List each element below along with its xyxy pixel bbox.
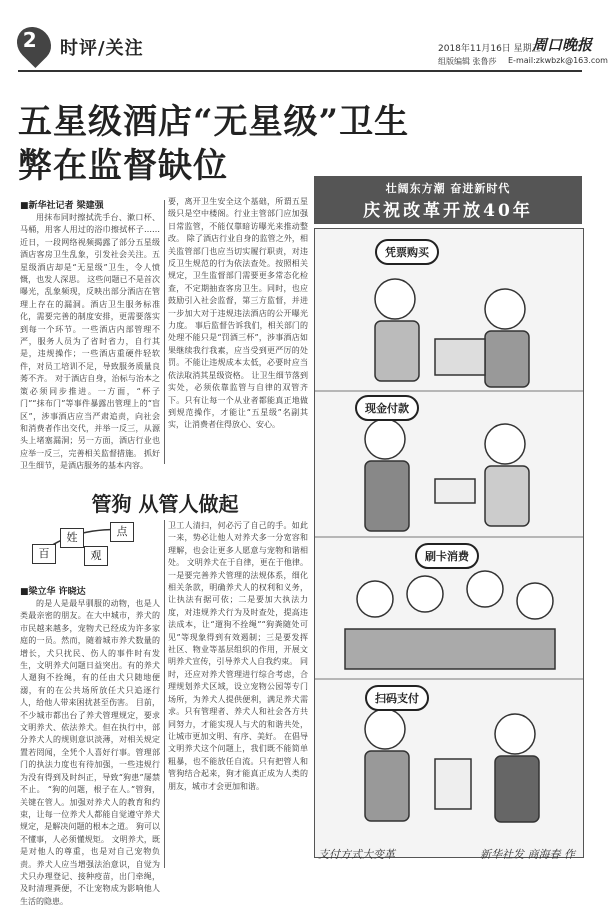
article1-byline: ■新华社记者 梁建强 [20, 201, 104, 211]
panel-4-sign: 扫码支付 [365, 685, 429, 711]
headline-line-2: 弊在监督缺位 [18, 146, 228, 186]
cartoon-caption: 支付方式大变革 [318, 848, 395, 861]
headline-line-1: 五星级酒店“无星级”卫生 [18, 102, 410, 142]
opinion-column-logo [30, 516, 140, 570]
panel-2-sign: 现金付款 [355, 395, 419, 421]
main-headline [18, 100, 409, 188]
logo-char-1: 百 [32, 544, 56, 564]
header-divider [18, 70, 582, 72]
page-number: 2 [22, 27, 37, 52]
panel-3-sign: 刷卡消费 [415, 543, 479, 569]
column-divider [164, 520, 165, 868]
article2-column-2: 卫工人清扫，何必污了自己的手。如此一来，势必让他人对养犬多一分宽容和理解，也会让更多人愿意与宠物和谐相处。 文明养犬在于自律，更在于他律。一是要完善养犬管理的法规体系，细化相关条款，明确养犬人的权利和义务，让执法有据可依；二是要加大执法力度，对违规养犬行为及时查处，提高违法成本，让“遛狗不拴绳”“狗粪随处可见”等现象得到有效遏制；三是要发挥社区、物业等基层组织的作用，开展文明养犬宣传，引导养犬人自我约束。 同时，还应对养犬管理进行综合考虑，合理规划养犬区域，设立宠物公园等专门场所，为养犬人提供便利，满足养犬需求。只有管理者、养犬人和社会各方共同努力，才能实现人与犬的和谐共处，让城市更加文明、有序、美好。 在倡导文明养犬这个问题上，我们既不能简单粗暴，也不能放任自流。只有把管人和管狗结合起来，狗才能真正成为人类的朋友，城市才会更加和谐。 [168, 521, 308, 791]
logo-char-2: 姓 [60, 528, 84, 548]
panel-1-sign: 凭票购买 [375, 239, 439, 265]
section-title: 时评/关注 [60, 38, 144, 59]
anniversary-banner [314, 176, 582, 224]
logo-char-3: 观 [84, 546, 108, 566]
cartoon-illustration [314, 228, 584, 858]
issue-date: 2018年11月16日 星期五 [438, 44, 541, 54]
page-number-badge [10, 20, 58, 68]
banner-title: 庆祝改革开放40年 [363, 201, 533, 221]
article2-heading: 管狗 从管人做起 [91, 492, 239, 516]
article2-byline: ■梁立华 许晓达 [20, 587, 86, 597]
logo-char-4: 点 [110, 522, 134, 542]
banner-subtitle: 壮阔东方潮 奋进新时代 [385, 182, 511, 195]
article2-column-1: 的是人是最早驯服的动物，也是人类最亲密的朋友。在大中城市，养犬的市民越来越多，宠物犬已经成为许多家庭的一员。然而，随着城市养犬数量的增长，犬只扰民、伤人的事件时有发生，文明养犬问题日益突出。有的养犬人遛狗不拴绳，有的任由犬只随地便溺，有的在公共场所放任犬只追逐行人，给他人带来困扰甚至伤害。 目前，不少城市都出台了养犬管理规定，要求文明养犬、依法养犬。但在执行中，部分养犬人的规则意识淡薄，对相关规定置若罔闻，全凭个人喜好行事。管理部门的执法力度也有待加强，一些违规行为没有得到及时纠正，导致“狗患”屡禁不止。 “狗的问题，根子在人。”管狗，关键在管人。加强对养犬人的教育和约束，让每一位养犬人都能自觉遵守养犬规定，是解决问题的根本之道。 狗可以不懂事，人必须懂规矩。 文明养犬，既是对他人的尊重，也是对自己宠物负责。养犬人应当增强法治意识，自觉为犬只办理登记、接种疫苗，出门牵绳，及时清理粪便，不让宠物成为影响他人生活的隐患。 [20, 599, 160, 906]
paper-logo: 周口晚报 [532, 36, 593, 54]
column-divider [164, 200, 165, 464]
contact-email: E-mail:zkwbzk@163.com [508, 56, 608, 65]
article1-column-2: 要，离开卫生安全这个基础，所谓五星级只是空中楼阁。行业主管部门应加强日常监管，不能仅靠暗访曝光来推动整改。 除了酒店行业自身的监管之外，相关监管部门也应当切实履行职责，对违反卫生规范的行为依法查处。按照相关规定，卫生监督部门需要更多常态化检查，不定期抽查客房卫生。同时，也应鼓励引入社会监督，第三方监督，并进一步加大对于违规违法酒店的公开曝光力度。 事后监督告诉我们，相关部门的处理不能只是“罚酒三杯”，涉事酒店如果继续我行我素，应当受到更严厉的处罚。不能让违规成本太低，必要时应当依法取消其星级资格。 让卫生细节落到实处，必须依靠监管与自律的双管齐下。只有让每一个从业者都能真正地做到规范操作，才能让“五星级”名副其实，让消费者住得放心、安心。 [168, 197, 308, 430]
article1-column-1: 用抹布同时擦拭洗手台、漱口杯、马桶，用客人用过的浴巾擦拭杯子……近日，一段网络视频揭露了部分五星级酒店客房卫生乱象，引发社会关注。五星级酒店却是“无星级”卫生，令人愤慨，也发人深思。 这些问题已不是首次曝光，乱象频现，反映出部分酒店在管理上存在的漏洞。酒店卫生服务标准化，需要完善的制度安排，更需要落实到每一个环节。一些酒店内部管理不严，服务人员为了省时省力，自行其是，违规操作；一些酒店重硬件轻软件，对员工培训不足，导致服务质量良莠不齐。 对于酒店自身，治标与治本之策必须同步推进。一方面，“杯子门”“抹布门”等事件暴露出管理上的“盲区”，涉事酒店应当严肃追责，向社会和消费者作出交代，并举一反三，从源头上堵塞漏洞；另一方面，酒店行业也应举一反三，完善相关监督措施。 抓好卫生细节，是酒店服务的基本内容。 [20, 213, 160, 471]
cartoon-author: 新华社发 商海春 作 [480, 848, 575, 861]
layout-editor: 组版编辑 张鲁莎 [438, 57, 497, 66]
